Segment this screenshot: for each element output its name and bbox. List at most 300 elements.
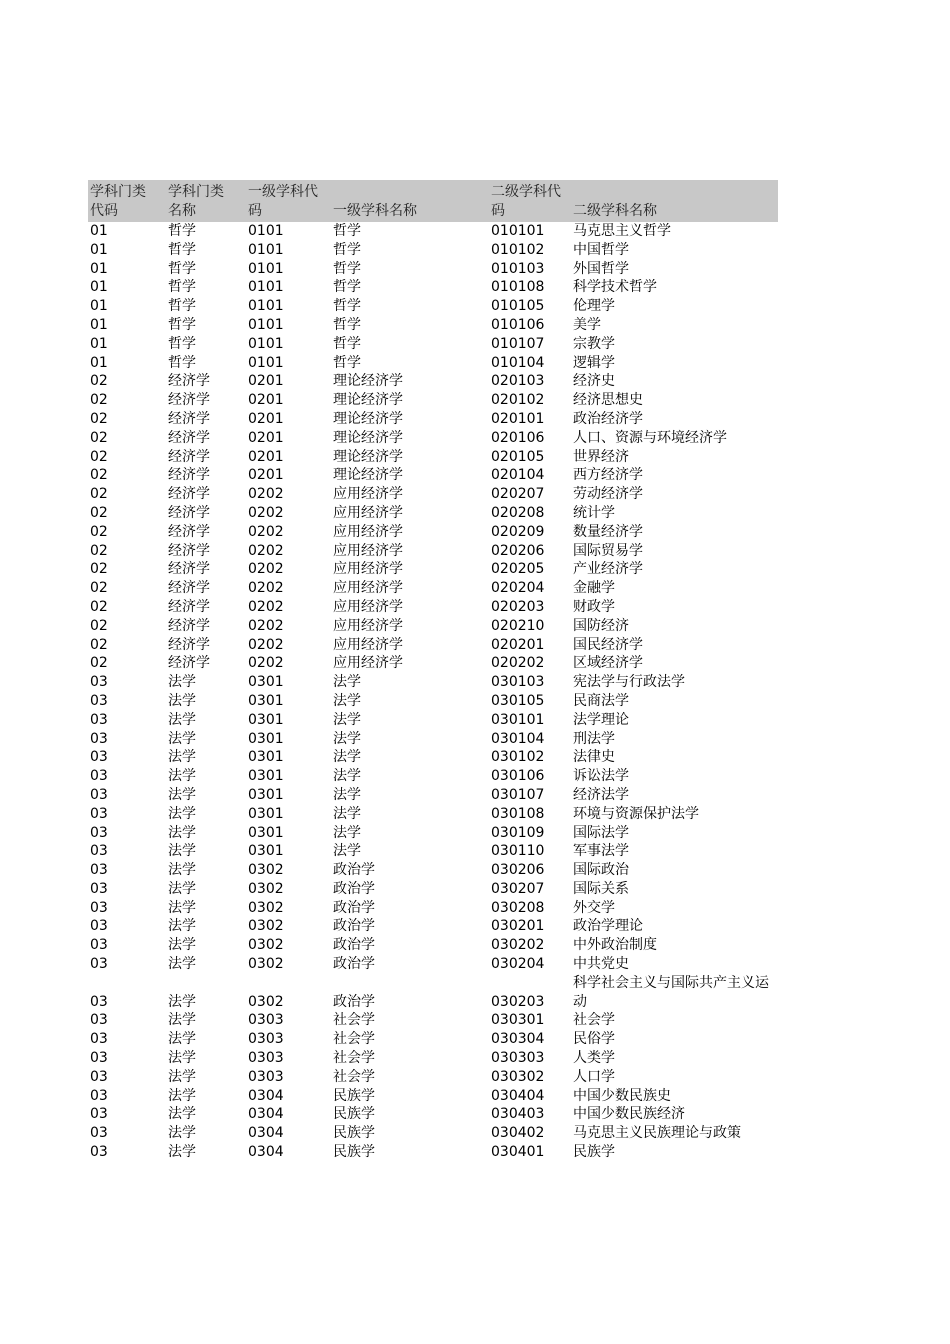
secondary-name-cell: 世界经济 [573, 448, 629, 465]
secondary-name-cell: 科学技术哲学 [573, 279, 657, 296]
primary-name-cell: 政治学 [333, 880, 375, 897]
primary-name-cell: 法学 [333, 843, 361, 860]
secondary-code-cell: 030101 [491, 711, 545, 728]
category-name-cell: 经济学 [168, 429, 210, 446]
primary-name-cell: 应用经济学 [333, 523, 403, 540]
primary-name-cell: 社会学 [333, 1050, 375, 1067]
header-col6-line2: 二级学科名称 [573, 203, 657, 219]
category-code-cell: 01 [90, 354, 108, 371]
table-row [88, 673, 778, 692]
secondary-name-cell: 经济史 [573, 373, 615, 390]
primary-code-cell: 0301 [248, 674, 284, 691]
primary-name-cell: 法学 [333, 786, 361, 803]
category-code-cell: 03 [90, 956, 108, 973]
primary-code-cell: 0201 [248, 373, 284, 390]
primary-name-cell: 应用经济学 [333, 655, 403, 672]
primary-code-cell: 0202 [248, 636, 284, 653]
secondary-name-cell: 中共党史 [573, 956, 629, 973]
primary-code-cell: 0202 [248, 598, 284, 615]
primary-code-cell: 0302 [248, 918, 284, 935]
category-name-cell: 法学 [168, 1031, 196, 1048]
category-name-cell: 法学 [168, 1068, 196, 1085]
table-row [88, 748, 778, 767]
table-row [88, 974, 778, 1012]
table-row [88, 917, 778, 936]
secondary-name-cell: 诉讼法学 [573, 768, 629, 785]
secondary-code-cell: 030403 [491, 1106, 545, 1123]
primary-code-cell: 0304 [248, 1125, 284, 1142]
primary-code-cell: 0301 [248, 786, 284, 803]
category-code-cell: 02 [90, 523, 108, 540]
table-row [88, 824, 778, 843]
secondary-name-cell: 国际政治 [573, 862, 629, 879]
category-name-cell: 经济学 [168, 542, 210, 559]
category-code-cell: 03 [90, 937, 108, 954]
category-code-cell: 02 [90, 598, 108, 615]
primary-name-cell: 理论经济学 [333, 429, 403, 446]
primary-name-cell: 法学 [333, 692, 361, 709]
secondary-name-cell: 经济法学 [573, 786, 629, 803]
category-name-cell: 法学 [168, 1144, 196, 1161]
category-name-cell: 法学 [168, 899, 196, 916]
primary-code-cell: 0303 [248, 1050, 284, 1067]
secondary-code-cell: 030303 [491, 1050, 545, 1067]
primary-code-cell: 0304 [248, 1144, 284, 1161]
primary-name-cell: 法学 [333, 674, 361, 691]
primary-name-cell: 民族学 [333, 1125, 375, 1142]
secondary-name-cell: 国民经济学 [573, 636, 643, 653]
secondary-code-cell: 020203 [491, 598, 545, 615]
category-name-cell: 经济学 [168, 580, 210, 597]
primary-code-cell: 0301 [248, 749, 284, 766]
secondary-code-cell: 030201 [491, 918, 545, 935]
category-code-cell: 03 [90, 1125, 108, 1142]
secondary-code-cell: 030108 [491, 805, 545, 822]
category-name-cell: 哲学 [168, 223, 196, 239]
table-row [88, 222, 778, 241]
secondary-name-cell: 政治学理论 [573, 918, 643, 935]
secondary-code-cell: 030404 [491, 1087, 545, 1104]
primary-code-cell: 0101 [248, 241, 284, 258]
secondary-name-cell: 科学社会主义与国际共产主义运动 [573, 974, 769, 1010]
category-name-cell: 经济学 [168, 598, 210, 615]
category-code-cell: 03 [90, 1012, 108, 1029]
header-col1-line2: 代码 [90, 203, 118, 219]
secondary-name-cell: 外交学 [573, 899, 615, 916]
category-code-cell: 02 [90, 561, 108, 578]
table-row [88, 711, 778, 730]
category-code-cell: 03 [90, 862, 108, 879]
table-row [88, 1030, 778, 1049]
secondary-name-cell: 马克思主义哲学 [573, 223, 671, 239]
category-code-cell: 01 [90, 316, 108, 333]
category-code-cell: 03 [90, 824, 108, 841]
primary-code-cell: 0101 [248, 316, 284, 333]
table-row [88, 636, 778, 655]
secondary-code-cell: 030207 [491, 880, 545, 897]
primary-code-cell: 0101 [248, 223, 284, 239]
secondary-code-cell: 020202 [491, 655, 545, 672]
category-code-cell: 03 [90, 1068, 108, 1085]
primary-code-cell: 0202 [248, 617, 284, 634]
category-name-cell: 经济学 [168, 448, 210, 465]
primary-code-cell: 0302 [248, 956, 284, 973]
secondary-code-cell: 010106 [491, 316, 545, 333]
primary-name-cell: 民族学 [333, 1144, 375, 1161]
category-name-cell: 哲学 [168, 241, 196, 258]
header-col2-line2: 名称 [168, 203, 196, 219]
category-code-cell: 03 [90, 768, 108, 785]
table-row [88, 899, 778, 918]
secondary-name-cell: 马克思主义民族理论与政策 [573, 1125, 741, 1142]
primary-code-cell: 0302 [248, 937, 284, 954]
secondary-name-cell: 国防经济 [573, 617, 629, 634]
table-row [88, 278, 778, 297]
primary-name-cell: 政治学 [333, 918, 375, 935]
primary-name-cell: 应用经济学 [333, 617, 403, 634]
primary-code-cell: 0303 [248, 1031, 284, 1048]
table-row [88, 730, 778, 749]
primary-name-cell: 理论经济学 [333, 392, 403, 409]
primary-name-cell: 民族学 [333, 1087, 375, 1104]
primary-name-cell: 政治学 [333, 956, 375, 973]
secondary-code-cell: 010101 [491, 223, 545, 239]
table-row [88, 372, 778, 391]
table-row [88, 391, 778, 410]
primary-name-cell: 应用经济学 [333, 598, 403, 615]
primary-code-cell: 0303 [248, 1068, 284, 1085]
table-row [88, 617, 778, 636]
primary-code-cell: 0302 [248, 862, 284, 879]
category-code-cell: 03 [90, 1106, 108, 1123]
secondary-name-cell: 人口、资源与环境经济学 [573, 429, 727, 446]
category-code-cell: 03 [90, 1031, 108, 1048]
secondary-name-cell: 国际法学 [573, 824, 629, 841]
primary-code-cell: 0301 [248, 730, 284, 747]
primary-code-cell: 0303 [248, 1012, 284, 1029]
secondary-code-cell: 030107 [491, 786, 545, 803]
secondary-name-cell: 西方经济学 [573, 467, 643, 484]
category-name-cell: 哲学 [168, 298, 196, 315]
table-row [88, 767, 778, 786]
category-code-cell: 02 [90, 373, 108, 390]
category-code-cell: 03 [90, 1144, 108, 1161]
category-code-cell: 03 [90, 1050, 108, 1067]
primary-name-cell: 应用经济学 [333, 504, 403, 521]
category-name-cell: 法学 [168, 1012, 196, 1029]
category-name-cell: 经济学 [168, 410, 210, 427]
primary-code-cell: 0101 [248, 354, 284, 371]
secondary-code-cell: 030402 [491, 1125, 545, 1142]
secondary-code-cell: 030102 [491, 749, 545, 766]
primary-code-cell: 0101 [248, 260, 284, 277]
category-code-cell: 01 [90, 260, 108, 277]
secondary-code-cell: 030109 [491, 824, 545, 841]
primary-name-cell: 哲学 [333, 223, 361, 239]
category-name-cell: 经济学 [168, 373, 210, 390]
secondary-code-cell: 010103 [491, 260, 545, 277]
table-row [88, 429, 778, 448]
primary-code-cell: 0301 [248, 711, 284, 728]
category-name-cell: 法学 [168, 1087, 196, 1104]
secondary-name-cell: 外国哲学 [573, 260, 629, 277]
secondary-code-cell: 020106 [491, 429, 545, 446]
category-name-cell: 法学 [168, 786, 196, 803]
secondary-code-cell: 030106 [491, 768, 545, 785]
category-code-cell: 03 [90, 880, 108, 897]
category-code-cell: 02 [90, 636, 108, 653]
category-name-cell: 法学 [168, 711, 196, 728]
secondary-name-cell: 政治经济学 [573, 410, 643, 427]
primary-code-cell: 0202 [248, 486, 284, 503]
table-row [88, 579, 778, 598]
primary-name-cell: 政治学 [333, 899, 375, 916]
category-name-cell: 法学 [168, 918, 196, 935]
spreadsheet [88, 180, 778, 1162]
primary-code-cell: 0202 [248, 655, 284, 672]
primary-name-cell: 哲学 [333, 354, 361, 371]
category-name-cell: 法学 [168, 1106, 196, 1123]
category-name-cell: 经济学 [168, 467, 210, 484]
category-name-cell: 法学 [168, 956, 196, 973]
primary-code-cell: 0302 [248, 899, 284, 916]
category-name-cell: 法学 [168, 993, 196, 1010]
secondary-code-cell: 010105 [491, 298, 545, 315]
primary-name-cell: 哲学 [333, 298, 361, 315]
secondary-code-cell: 030110 [491, 843, 545, 860]
category-name-cell: 法学 [168, 692, 196, 709]
header-col2-line1: 学科门类 [168, 184, 224, 200]
secondary-code-cell: 030104 [491, 730, 545, 747]
primary-name-cell: 应用经济学 [333, 486, 403, 503]
secondary-code-cell: 020201 [491, 636, 545, 653]
category-name-cell: 经济学 [168, 523, 210, 540]
secondary-code-cell: 020209 [491, 523, 545, 540]
header-col3-line2: 码 [248, 203, 262, 219]
table-row [88, 297, 778, 316]
secondary-code-cell: 020104 [491, 467, 545, 484]
table-row [88, 654, 778, 673]
category-code-cell: 03 [90, 993, 108, 1010]
category-code-cell: 03 [90, 749, 108, 766]
secondary-name-cell: 国际贸易学 [573, 542, 643, 559]
table-row [88, 880, 778, 899]
table-row [88, 410, 778, 429]
category-name-cell: 经济学 [168, 392, 210, 409]
category-name-cell: 哲学 [168, 279, 196, 296]
primary-code-cell: 0202 [248, 504, 284, 521]
category-name-cell: 经济学 [168, 655, 210, 672]
primary-name-cell: 社会学 [333, 1068, 375, 1085]
table-row [88, 786, 778, 805]
category-code-cell: 02 [90, 467, 108, 484]
category-code-cell: 02 [90, 448, 108, 465]
secondary-code-cell: 020105 [491, 448, 545, 465]
secondary-code-cell: 020208 [491, 504, 545, 521]
table-row [88, 1143, 778, 1162]
primary-name-cell: 哲学 [333, 260, 361, 277]
table-row [88, 448, 778, 467]
secondary-name-cell: 劳动经济学 [573, 486, 643, 503]
category-name-cell: 哲学 [168, 354, 196, 371]
header-col1-line1: 学科门类 [90, 184, 146, 200]
primary-name-cell: 法学 [333, 768, 361, 785]
category-name-cell: 法学 [168, 937, 196, 954]
table-row [88, 523, 778, 542]
table-row [88, 1011, 778, 1030]
category-name-cell: 法学 [168, 749, 196, 766]
header-col4-line2: 一级学科名称 [333, 203, 417, 219]
secondary-name-cell: 产业经济学 [573, 561, 643, 578]
secondary-code-cell: 020102 [491, 392, 545, 409]
secondary-code-cell: 020210 [491, 617, 545, 634]
category-code-cell: 03 [90, 711, 108, 728]
table-row [88, 805, 778, 824]
secondary-code-cell: 020101 [491, 410, 545, 427]
primary-code-cell: 0202 [248, 523, 284, 540]
secondary-code-cell: 020207 [491, 486, 545, 503]
primary-name-cell: 理论经济学 [333, 448, 403, 465]
table-row [88, 1124, 778, 1143]
category-name-cell: 哲学 [168, 335, 196, 352]
secondary-name-cell: 民族学 [573, 1144, 615, 1161]
primary-name-cell: 政治学 [333, 993, 375, 1010]
secondary-code-cell: 030301 [491, 1012, 545, 1029]
secondary-name-cell: 区域经济学 [573, 655, 643, 672]
secondary-name-cell: 军事法学 [573, 843, 629, 860]
table-body [88, 222, 778, 1162]
table-row [88, 241, 778, 260]
category-name-cell: 法学 [168, 674, 196, 691]
secondary-code-cell: 030105 [491, 692, 545, 709]
secondary-code-cell: 010104 [491, 354, 545, 371]
secondary-code-cell: 010107 [491, 335, 545, 352]
category-name-cell: 哲学 [168, 316, 196, 333]
primary-name-cell: 政治学 [333, 862, 375, 879]
category-code-cell: 03 [90, 899, 108, 916]
secondary-code-cell: 030208 [491, 899, 545, 916]
category-code-cell: 02 [90, 542, 108, 559]
primary-name-cell: 法学 [333, 749, 361, 766]
secondary-code-cell: 030206 [491, 862, 545, 879]
category-name-cell: 法学 [168, 805, 196, 822]
table-row [88, 692, 778, 711]
category-code-cell: 01 [90, 241, 108, 258]
primary-code-cell: 0101 [248, 335, 284, 352]
primary-name-cell: 理论经济学 [333, 467, 403, 484]
primary-code-cell: 0304 [248, 1106, 284, 1123]
table-row [88, 542, 778, 561]
secondary-name-cell: 财政学 [573, 598, 615, 615]
secondary-code-cell: 030302 [491, 1068, 545, 1085]
secondary-name-cell: 环境与资源保护法学 [573, 805, 699, 822]
table-row [88, 936, 778, 955]
primary-code-cell: 0201 [248, 410, 284, 427]
secondary-name-cell: 人类学 [573, 1050, 615, 1067]
category-name-cell: 法学 [168, 824, 196, 841]
secondary-code-cell: 020206 [491, 542, 545, 559]
secondary-name-cell: 金融学 [573, 580, 615, 597]
category-code-cell: 03 [90, 805, 108, 822]
category-name-cell: 法学 [168, 730, 196, 747]
category-name-cell: 法学 [168, 880, 196, 897]
category-name-cell: 经济学 [168, 504, 210, 521]
table-row [88, 466, 778, 485]
table-row [88, 1068, 778, 1087]
secondary-name-cell: 刑法学 [573, 730, 615, 747]
header-row [88, 180, 778, 222]
category-code-cell: 03 [90, 730, 108, 747]
primary-name-cell: 政治学 [333, 937, 375, 954]
secondary-name-cell: 逻辑学 [573, 354, 615, 371]
primary-name-cell: 应用经济学 [333, 561, 403, 578]
category-code-cell: 02 [90, 655, 108, 672]
primary-code-cell: 0201 [248, 448, 284, 465]
secondary-name-cell: 伦理学 [573, 298, 615, 315]
primary-code-cell: 0202 [248, 542, 284, 559]
secondary-code-cell: 010108 [491, 279, 545, 296]
primary-code-cell: 0302 [248, 880, 284, 897]
table-row [88, 842, 778, 861]
secondary-name-cell: 中国哲学 [573, 241, 629, 258]
primary-name-cell: 哲学 [333, 335, 361, 352]
category-code-cell: 02 [90, 392, 108, 409]
secondary-name-cell: 美学 [573, 316, 601, 333]
secondary-name-cell: 法学理论 [573, 711, 629, 728]
secondary-name-cell: 中外政治制度 [573, 937, 657, 954]
category-name-cell: 法学 [168, 1050, 196, 1067]
primary-name-cell: 理论经济学 [333, 373, 403, 390]
primary-name-cell: 哲学 [333, 279, 361, 296]
table-row [88, 1087, 778, 1106]
category-code-cell: 02 [90, 504, 108, 521]
primary-code-cell: 0301 [248, 843, 284, 860]
primary-name-cell: 应用经济学 [333, 542, 403, 559]
category-name-cell: 经济学 [168, 561, 210, 578]
secondary-code-cell: 030103 [491, 674, 545, 691]
primary-code-cell: 0301 [248, 692, 284, 709]
primary-name-cell: 民族学 [333, 1106, 375, 1123]
category-name-cell: 法学 [168, 843, 196, 860]
table-row [88, 504, 778, 523]
primary-name-cell: 应用经济学 [333, 636, 403, 653]
category-code-cell: 01 [90, 298, 108, 315]
secondary-name-cell: 法律史 [573, 749, 615, 766]
table-row [88, 1105, 778, 1124]
category-code-cell: 01 [90, 335, 108, 352]
primary-code-cell: 0302 [248, 993, 284, 1010]
primary-name-cell: 应用经济学 [333, 580, 403, 597]
category-code-cell: 03 [90, 674, 108, 691]
secondary-code-cell: 030203 [491, 993, 545, 1010]
primary-name-cell: 社会学 [333, 1012, 375, 1029]
header-col5-line2: 码 [491, 203, 505, 219]
category-code-cell: 02 [90, 486, 108, 503]
secondary-name-cell: 民俗学 [573, 1031, 615, 1048]
table-row [88, 1049, 778, 1068]
category-code-cell: 03 [90, 918, 108, 935]
category-name-cell: 经济学 [168, 617, 210, 634]
secondary-code-cell: 020103 [491, 373, 545, 390]
primary-code-cell: 0101 [248, 298, 284, 315]
category-name-cell: 经济学 [168, 486, 210, 503]
secondary-name-cell: 人口学 [573, 1068, 615, 1085]
category-code-cell: 01 [90, 279, 108, 296]
primary-code-cell: 0304 [248, 1087, 284, 1104]
secondary-name-cell: 中国少数民族经济 [573, 1106, 685, 1123]
primary-name-cell: 法学 [333, 730, 361, 747]
secondary-name-cell: 社会学 [573, 1012, 615, 1029]
